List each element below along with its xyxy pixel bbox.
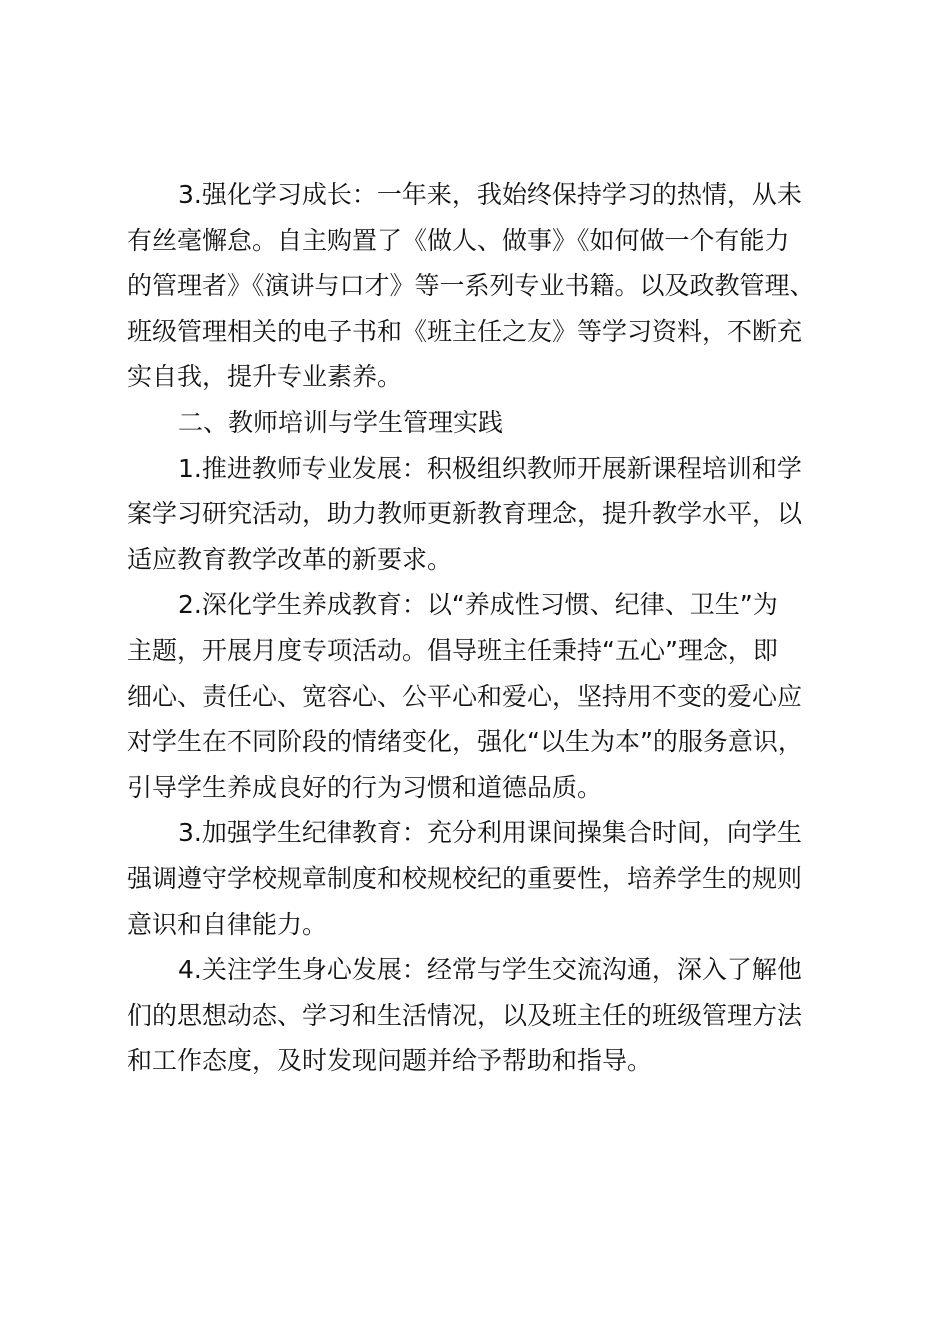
- text-line: 4.关注学生身心发展：经常与学生交流沟通，深入了解他: [178, 955, 802, 985]
- text-line: 2.深化学生养成教育：以“养成性习惯、纪律、卫生”为: [178, 590, 778, 620]
- text-line: 主题，开展月度专项活动。倡导班主任秉持“五心”理念，即: [127, 635, 778, 665]
- paragraph-self-study: [127, 172, 832, 400]
- text-line: 们的思想动态、学习和生活情况，以及班主任的班级管理方法: [127, 1000, 803, 1030]
- text-line: 和工作态度，及时发现问题并给予帮助和指导。: [127, 1046, 653, 1076]
- heading-text: 二、教师培训与学生管理实践: [178, 407, 504, 437]
- text-line: 3.强化学习成长：一年来，我始终保持学习的热情，从未: [178, 180, 802, 209]
- section-heading-two: [127, 400, 832, 446]
- paragraph-teacher-development: [127, 446, 832, 583]
- text-line: 强调遵守学校规章制度和校规校纪的重要性，培养学生的规则: [127, 863, 803, 893]
- paragraph-discipline-education: [127, 810, 832, 947]
- text-line: 适应教育教学改革的新要求。: [127, 544, 453, 574]
- text-line: 班级管理相关的电子书和《班主任之友》等学习资料，不断充: [127, 316, 803, 346]
- text-line: 引导学生养成良好的行为习惯和道德品质。: [127, 772, 603, 802]
- text-line: 案学习研究活动，助力教师更新教育理念，提升教学水平，以: [127, 499, 803, 529]
- text-line: 的管理者》《演讲与口才》等一系列专业书籍。以及政教管理、: [127, 271, 815, 301]
- text-line: 有丝毫懈怠。自主购置了《做人、做事》《如何做一个有能力: [127, 225, 790, 255]
- text-line: 意识和自律能力。: [127, 909, 328, 939]
- paragraph-student-wellbeing: [127, 947, 832, 1084]
- text-line: 1.推进教师专业发展：积极组织教师开展新课程培训和学: [178, 453, 802, 483]
- text-line: 实自我，提升专业素养。: [127, 362, 403, 392]
- paragraph-habit-education: [127, 582, 832, 810]
- text-line: 细心、责任心、宽容心、公平心和爱心，坚持用不变的爱心应: [127, 681, 803, 711]
- text-line: 3.加强学生纪律教育：充分利用课间操集合时间，向学生: [178, 818, 802, 848]
- document-body: [127, 172, 832, 1084]
- text-line: 对学生在不同阶段的情绪变化，强化“以生为本”的服务意识，: [127, 727, 803, 757]
